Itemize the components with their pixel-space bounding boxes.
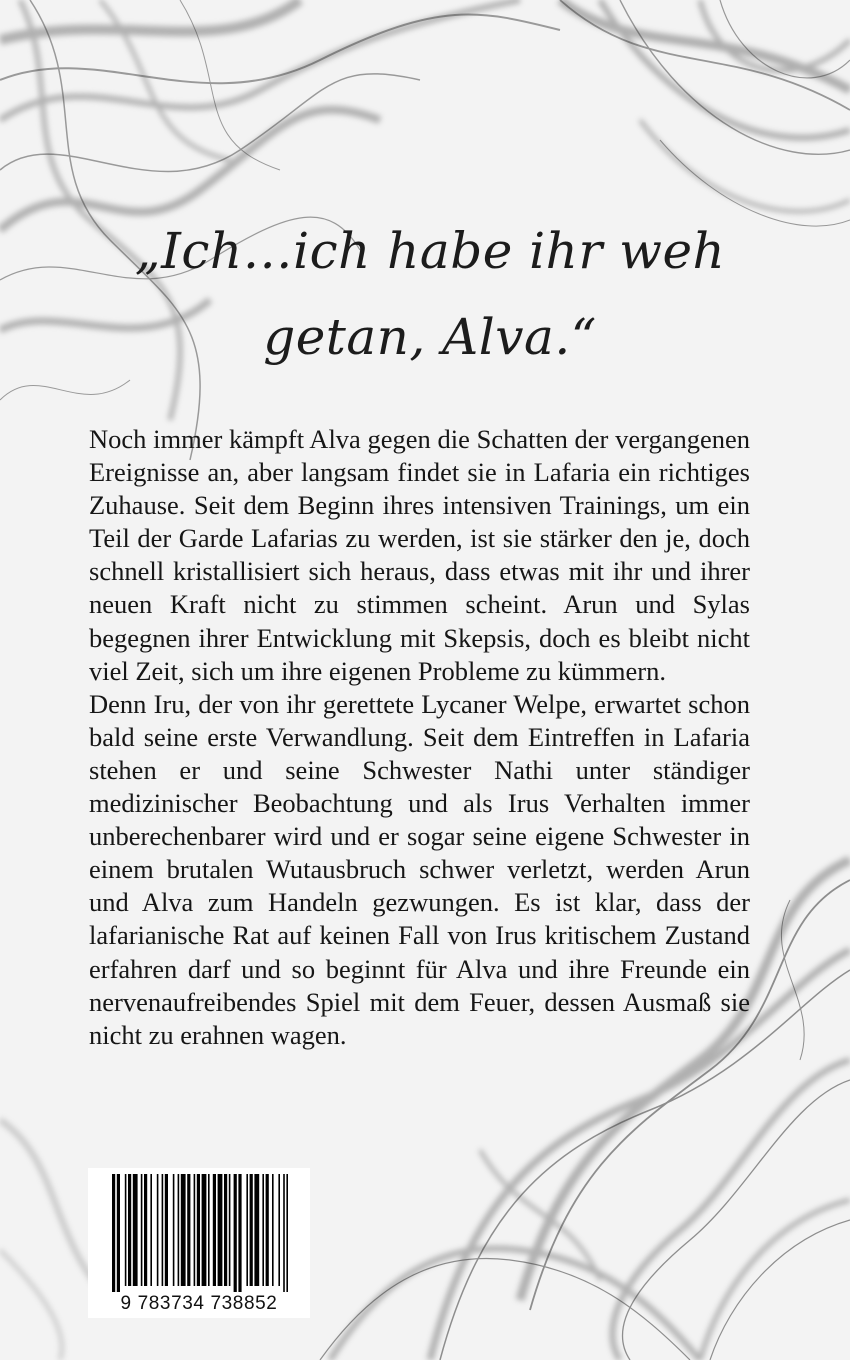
barcode-bar: [141, 1174, 143, 1286]
barcode-bar: [262, 1174, 264, 1286]
barcode-bar: [181, 1174, 186, 1286]
barcode-bar: [254, 1174, 259, 1286]
barcode-bar: [178, 1174, 180, 1286]
barcode-bar: [125, 1174, 127, 1286]
barcode-bar: [229, 1174, 231, 1286]
barcode-bar: [197, 1174, 200, 1286]
barcode-bar: [165, 1174, 168, 1286]
barcode-bar: [272, 1174, 274, 1286]
isbn-barcode: [88, 1168, 310, 1318]
barcode-bar: [283, 1174, 285, 1292]
barcode-bar: [112, 1174, 115, 1292]
barcode-bar: [278, 1174, 280, 1286]
barcode-bar: [250, 1174, 253, 1286]
barcode-bar: [246, 1174, 248, 1286]
barcode-bar: [213, 1174, 216, 1286]
barcode-bar: [128, 1174, 131, 1286]
barcode-bar: [202, 1174, 207, 1286]
barcode-bar: [187, 1174, 190, 1286]
barcode-bar: [224, 1174, 227, 1286]
cover-quote-line-1: „Ich…ich habe ihr weh: [134, 222, 726, 280]
blurb: [89, 423, 750, 1052]
cover-quote: [100, 208, 760, 380]
barcode-bar: [173, 1174, 175, 1286]
isbn-number: 9 783734 738852: [120, 1293, 278, 1314]
barcode-bar: [218, 1174, 223, 1286]
barcode-bar: [208, 1174, 210, 1286]
barcode-bar: [157, 1174, 159, 1286]
blurb-paragraph-1: Noch immer kämpft Alva gegen die Schatten der vergangenen Ereignisse an, aber langsam findet sie in Lafaria ein richtiges Zuhause. Seit dem Beginn ihres intensiven Trainings, um ein Teil der Garde Lafarias zu werden, ist sie stärker den je, doch schnell kristallisiert sich heraus, dass etwas mit ihr und ihrer neuen Kraft nicht zu stimmen scheint. Arun und Sylas begegnen ihrer Entwicklung mit Skepsis, doch es bleibt nicht viel Zeit, sich um ihre eigenen Probleme zu kümmern.: [89, 424, 750, 686]
barcode-bar: [234, 1174, 237, 1292]
barcode-bar: [117, 1174, 120, 1292]
barcode-bar: [133, 1174, 138, 1286]
cover-quote-line-2: getan, Alva.“: [263, 308, 597, 366]
barcode-bar: [144, 1174, 147, 1286]
barcode-bar: [266, 1174, 269, 1286]
barcode-bars: [112, 1174, 288, 1292]
barcode-bar: [238, 1174, 241, 1292]
barcode-bar: [162, 1174, 164, 1286]
barcode-bar: [150, 1174, 152, 1286]
blurb-paragraph-2: Denn Iru, der von ihr gerettete Lycaner Welpe, erwartet schon bald seine erste Verwandlung. Seit dem Eintreffen in Lafaria stehen er und seine Schwester Nathi unter ständiger medizinischer Beobachtung und als Irus Verhalten immer unberechenbarer wird und er sogar seine eigene Schwester in einem brutalen Wutausbruch schwer verletzt, werden Arun und Alva zum Handeln gezwungen. Es ist klar, dass der lafarianische Rat auf keinen Fall von Irus kritischem Zustand erfahren darf und so beginnt für Alva und ihre Freunde ein nervenaufreibendes Spiel mit dem Feuer, dessen Ausmaß sie nicht zu erahnen wagen.: [89, 688, 750, 1050]
barcode-bar: [286, 1174, 288, 1292]
barcode-bar: [194, 1174, 196, 1286]
